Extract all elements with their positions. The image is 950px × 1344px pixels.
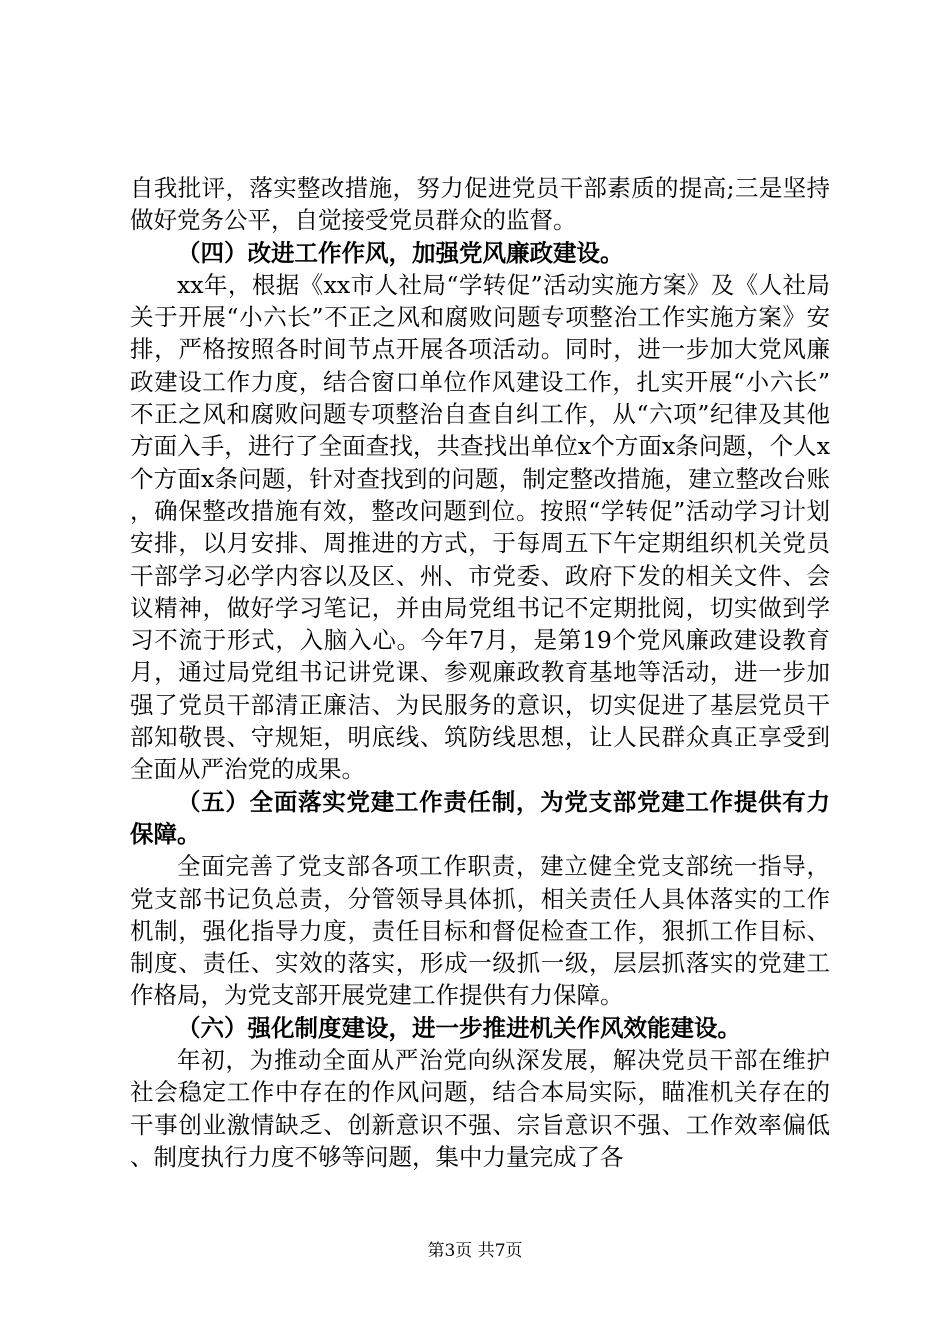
- paragraph-section-4: xx年，根据《xx市人社局“学转促”活动实施方案》及《人社局关于开展“小六长”不正之风和腐败问题专项整治工作实施方案》安排，严格按照各时间节点开展各项活动。同时，进一步加大党风廉政建设工作力度，结合窗口单位作风建设工作，扎实开展“小六长”不正之风和腐败问题专项整治自查自纠工作，从“六项”纪律及其他方面入手，进行了全面查找，共查找出单位x个方面x条问题，个人x个方面x条问题，针对查找到的问题，制定整改措施，建立整改台账，确保整改措施有效，整改问题到位。按照“学转促”活动学习计划安排，以月安排、周推进的方式，于每周五下午定期组织机关党员干部学习必学内容以及区、州、市党委、政府下发的相关文件、会议精神，做好学习笔记，并由局党组书记不定期批阅，切实做到学习不流于形式，入脑入心。今年7月，是第19个党风廉政建设教育月，通过局党组书记讲党课、参观廉政教育基地等活动，进一步加强了党员干部清正廉洁、为民服务的意识，切实促进了基层党员干部知敬畏、守规矩，明底线、筑防线思想，让人民群众真正享受到全面从严治党的成果。: [130, 270, 830, 784]
- paragraph-continuation: 自我批评，落实整改措施，努力促进党员干部素质的提高;三是坚持做好党务公平，自觉接受党员群众的监督。: [130, 174, 830, 235]
- document-body: [130, 172, 830, 1173]
- section-heading-6: （六）强化制度建设，进一步推进机关作风效能建设。: [177, 1013, 741, 1042]
- paragraph-section-5: 全面完善了党支部各项工作职责，建立健全党支部统一指导，党支部书记负总责，分管领导具体抓，相关责任人具体落实的工作机制，强化指导力度，责任目标和督促检查工作，狠抓工作目标、制度、责任、实效的落实，形成一级抓一级，层层抓落实的党建工作格局，为党支部开展党建工作提供有力保障。: [130, 852, 830, 1010]
- page-footer: [0, 1240, 950, 1262]
- paragraph-section-6: 年初，为推动全面从严治党向纵深发展，解决党员干部在维护社会稳定工作中存在的作风问题，结合本局实际，瞄准机关存在的干事创业激情缺乏、创新意识不强、宗旨意识不强、工作效率偏低、制度执行力度不够等问题，集中力量完成了各: [130, 1046, 830, 1171]
- section-heading-4: （四）改进工作作风，加强党风廉政建设。: [177, 238, 624, 267]
- page-number: 第3页 共7页: [427, 1241, 523, 1261]
- section-heading-5: （五）全面落实党建工作责任制，为党支部党建工作提供有力保障。: [130, 787, 830, 848]
